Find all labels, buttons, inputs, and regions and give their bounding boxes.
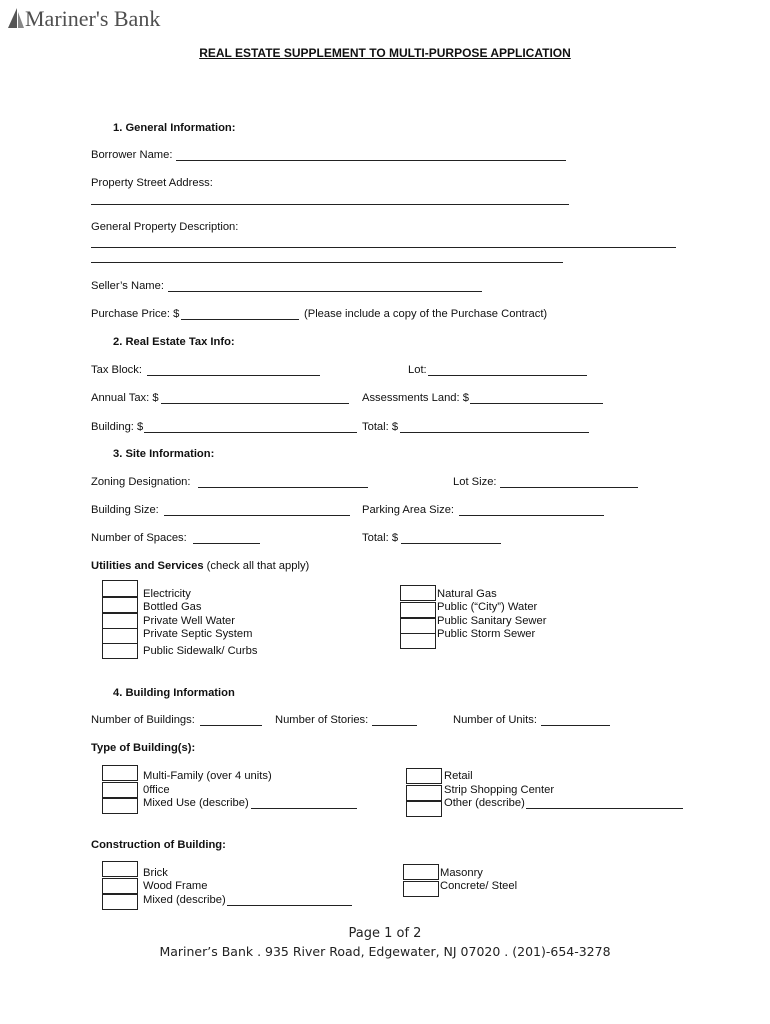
logo-text: Mariner's Bank bbox=[25, 6, 161, 31]
purchase-price-note: (Please include a copy of the Purchase Contract) bbox=[304, 308, 548, 320]
checkbox-mixed-use[interactable] bbox=[102, 798, 138, 814]
checkbox-private-septic-system[interactable] bbox=[102, 628, 138, 644]
property-description-label: General Property Description: bbox=[91, 221, 239, 233]
page-title: REAL ESTATE SUPPLEMENT TO MULTI-PURPOSE APPLICATION bbox=[199, 46, 571, 60]
checkbox-wood-frame[interactable] bbox=[102, 878, 138, 894]
borrower-name-field[interactable] bbox=[176, 160, 566, 161]
number-of-spaces-field[interactable] bbox=[193, 543, 260, 544]
mixed-construction-describe-field[interactable] bbox=[227, 905, 352, 906]
checkbox-private-well-water[interactable] bbox=[102, 613, 138, 629]
checkbox-strip-shopping-center[interactable] bbox=[406, 785, 442, 801]
section-2-heading: 2. Real Estate Tax Info: bbox=[113, 336, 235, 348]
assessments-land-label: Assessments Land: $ bbox=[362, 392, 469, 404]
street-address-field[interactable] bbox=[91, 204, 569, 205]
building-type-label: 0ffice bbox=[143, 784, 170, 796]
bank-logo bbox=[8, 6, 160, 32]
street-address-label: Property Street Address: bbox=[91, 177, 213, 189]
property-description-field-1[interactable] bbox=[91, 247, 676, 248]
construction-heading: Construction of Building: bbox=[91, 839, 226, 851]
building-type-label: Retail bbox=[444, 770, 473, 782]
number-of-stories-field[interactable] bbox=[372, 725, 417, 726]
tax-block-field[interactable] bbox=[147, 375, 320, 376]
total-tax-field[interactable] bbox=[400, 432, 589, 433]
utility-label: Public Sidewalk/ Curbs bbox=[143, 645, 258, 657]
annual-tax-field[interactable] bbox=[161, 403, 349, 404]
lot-size-field[interactable] bbox=[500, 487, 638, 488]
construction-label: Masonry bbox=[440, 867, 483, 879]
construction-label: Brick bbox=[143, 867, 168, 879]
sailboat-logo-icon bbox=[8, 8, 24, 28]
utility-label: Private Septic System bbox=[143, 628, 253, 640]
checkbox-public-storm-sewer[interactable] bbox=[400, 633, 436, 649]
construction-label: Mixed (describe) bbox=[143, 894, 226, 906]
utility-label: Public Storm Sewer bbox=[437, 628, 536, 640]
utility-label: Private Well Water bbox=[143, 615, 236, 627]
checkbox-masonry[interactable] bbox=[403, 864, 439, 880]
checkbox-public-sanitary-sewer[interactable] bbox=[400, 618, 436, 634]
building-tax-label: Building: $ bbox=[91, 421, 144, 433]
zoning-label: Zoning Designation: bbox=[91, 476, 191, 488]
building-size-label: Building Size: bbox=[91, 504, 159, 516]
checkbox-natural-gas[interactable] bbox=[400, 585, 436, 601]
assessments-land-field[interactable] bbox=[470, 403, 603, 404]
seller-name-field[interactable] bbox=[168, 291, 482, 292]
number-of-stories-label: Number of Stories: bbox=[275, 714, 369, 726]
checkbox-multi-family[interactable] bbox=[102, 765, 138, 781]
utility-label: Natural Gas bbox=[437, 588, 497, 600]
section-3-heading: 3. Site Information: bbox=[113, 448, 215, 460]
lot-field[interactable] bbox=[428, 375, 587, 376]
building-type-label: Multi-Family (over 4 units) bbox=[143, 770, 272, 782]
building-type-label: Mixed Use (describe) bbox=[143, 797, 249, 809]
building-type-label: Other (describe) bbox=[444, 797, 525, 809]
property-description-field-2[interactable] bbox=[91, 262, 563, 263]
number-of-buildings-field[interactable] bbox=[200, 725, 262, 726]
section-1-heading: 1. General Information: bbox=[113, 122, 236, 134]
construction-label: Wood Frame bbox=[143, 880, 208, 892]
page-number: Page 1 of 2 bbox=[348, 926, 422, 941]
checkbox-office[interactable] bbox=[102, 782, 138, 798]
number-of-units-field[interactable] bbox=[541, 725, 610, 726]
section-4-heading: 4. Building Information bbox=[113, 687, 235, 699]
zoning-field[interactable] bbox=[198, 487, 368, 488]
utility-label: Public Sanitary Sewer bbox=[437, 615, 547, 627]
checkbox-bottled-gas[interactable] bbox=[102, 597, 138, 613]
utility-label: Public (“City”) Water bbox=[437, 601, 538, 613]
checkbox-mixed-construction[interactable] bbox=[102, 894, 138, 910]
utility-label: Electricity bbox=[143, 588, 191, 600]
seller-name-label: Seller’s Name: bbox=[91, 280, 164, 292]
lot-label: Lot: bbox=[408, 364, 427, 376]
checkbox-retail[interactable] bbox=[406, 768, 442, 784]
lot-size-label: Lot Size: bbox=[453, 476, 497, 488]
annual-tax-label: Annual Tax: $ bbox=[91, 392, 159, 404]
building-size-field[interactable] bbox=[164, 515, 350, 516]
checkbox-public-sidewalk-curbs[interactable] bbox=[102, 643, 138, 659]
utility-label: Bottled Gas bbox=[143, 601, 202, 613]
site-total-field[interactable] bbox=[401, 543, 501, 544]
utilities-note: (check all that apply) bbox=[206, 560, 310, 572]
borrower-name-label: Borrower Name: bbox=[91, 149, 173, 161]
number-of-spaces-label: Number of Spaces: bbox=[91, 532, 187, 544]
checkbox-concrete-steel[interactable] bbox=[403, 881, 439, 897]
number-of-units-label: Number of Units: bbox=[453, 714, 537, 726]
footer-address: Mariner’s Bank . 935 River Road, Edgewater, NJ 07020 . (201)-654-3278 bbox=[159, 944, 611, 959]
purchase-price-label: Purchase Price: $ bbox=[91, 308, 180, 320]
purchase-price-field[interactable] bbox=[181, 319, 299, 320]
construction-label: Concrete/ Steel bbox=[440, 880, 518, 892]
building-tax-field[interactable] bbox=[144, 432, 357, 433]
parking-area-label: Parking Area Size: bbox=[362, 504, 455, 516]
checkbox-other[interactable] bbox=[406, 801, 442, 817]
number-of-buildings-label: Number of Buildings: bbox=[91, 714, 195, 726]
checkbox-public-city-water[interactable] bbox=[400, 602, 436, 618]
type-of-buildings-heading: Type of Building(s): bbox=[91, 742, 196, 754]
site-total-label: Total: $ bbox=[362, 532, 399, 544]
total-tax-label: Total: $ bbox=[362, 421, 399, 433]
utilities-title: Utilities and Services bbox=[91, 560, 204, 572]
checkbox-brick[interactable] bbox=[102, 861, 138, 877]
tax-block-label: Tax Block: bbox=[91, 364, 142, 376]
utilities-heading bbox=[91, 560, 309, 572]
building-type-label: Strip Shopping Center bbox=[444, 784, 555, 796]
mixed-use-describe-field[interactable] bbox=[251, 808, 357, 809]
parking-area-field[interactable] bbox=[459, 515, 604, 516]
checkbox-electricity[interactable] bbox=[102, 580, 138, 597]
other-describe-field[interactable] bbox=[526, 808, 683, 809]
